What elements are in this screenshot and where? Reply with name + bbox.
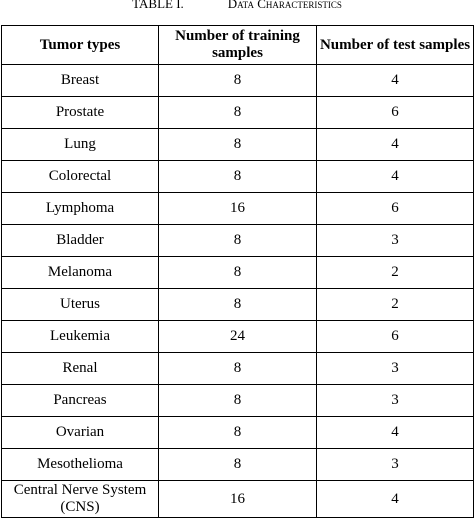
- test-count-cell: 2: [317, 289, 474, 321]
- training-count-cell: 8: [159, 257, 317, 289]
- test-count-cell: 6: [317, 193, 474, 225]
- test-count-cell: 4: [317, 417, 474, 449]
- table-row: [2, 353, 474, 385]
- training-count-cell: 16: [159, 193, 317, 225]
- table-title: Data Characteristics: [227, 0, 342, 11]
- header-test-samples: Number of test samples: [317, 26, 474, 65]
- training-count-cell: 8: [159, 353, 317, 385]
- tumor-type-cell: Bladder: [2, 225, 159, 257]
- table-row: [2, 481, 474, 518]
- test-count-cell: 4: [317, 161, 474, 193]
- training-count-cell: 8: [159, 65, 317, 97]
- test-count-cell: 3: [317, 353, 474, 385]
- training-count-cell: 8: [159, 289, 317, 321]
- tumor-type-cell: Colorectal: [2, 161, 159, 193]
- table-row: [2, 193, 474, 225]
- table-row: [2, 289, 474, 321]
- training-count-cell: 8: [159, 225, 317, 257]
- table-row: [2, 129, 474, 161]
- training-count-cell: 8: [159, 161, 317, 193]
- tumor-type-cell: Breast: [2, 65, 159, 97]
- tumor-type-cell: Melanoma: [2, 257, 159, 289]
- test-count-cell: 6: [317, 97, 474, 129]
- table-caption: [0, 0, 474, 13]
- training-count-cell: 8: [159, 417, 317, 449]
- test-count-cell: 4: [317, 481, 474, 518]
- table-row: [2, 65, 474, 97]
- tumor-type-cell: Leukemia: [2, 321, 159, 353]
- header-row: [2, 26, 474, 65]
- test-count-cell: 3: [317, 385, 474, 417]
- test-count-cell: 4: [317, 65, 474, 97]
- tumor-type-cell: Pancreas: [2, 385, 159, 417]
- data-table: [1, 25, 474, 518]
- tumor-type-cell: Mesothelioma: [2, 449, 159, 481]
- tumor-type-cell: Renal: [2, 353, 159, 385]
- test-count-cell: 6: [317, 321, 474, 353]
- tumor-type-cell: Lymphoma: [2, 193, 159, 225]
- tumor-type-cell: Uterus: [2, 289, 159, 321]
- header-tumor-types: Tumor types: [2, 26, 159, 65]
- table-number: TABLE I.: [132, 0, 184, 11]
- tumor-type-cell: Prostate: [2, 97, 159, 129]
- table-row: [2, 257, 474, 289]
- table-row: [2, 449, 474, 481]
- tumor-type-cell: Central Nerve System (CNS): [2, 481, 159, 518]
- training-count-cell: 24: [159, 321, 317, 353]
- test-count-cell: 3: [317, 225, 474, 257]
- training-count-cell: 8: [159, 385, 317, 417]
- training-count-cell: 16: [159, 481, 317, 518]
- test-count-cell: 3: [317, 449, 474, 481]
- tumor-type-cell: Ovarian: [2, 417, 159, 449]
- test-count-cell: 2: [317, 257, 474, 289]
- training-count-cell: 8: [159, 129, 317, 161]
- table-row: [2, 97, 474, 129]
- table-row: [2, 417, 474, 449]
- table-row: [2, 161, 474, 193]
- table-row: [2, 321, 474, 353]
- table-row: [2, 225, 474, 257]
- training-count-cell: 8: [159, 449, 317, 481]
- tumor-type-cell: Lung: [2, 129, 159, 161]
- test-count-cell: 4: [317, 129, 474, 161]
- table-row: [2, 385, 474, 417]
- training-count-cell: 8: [159, 97, 317, 129]
- header-training-samples: Number of training samples: [159, 26, 317, 65]
